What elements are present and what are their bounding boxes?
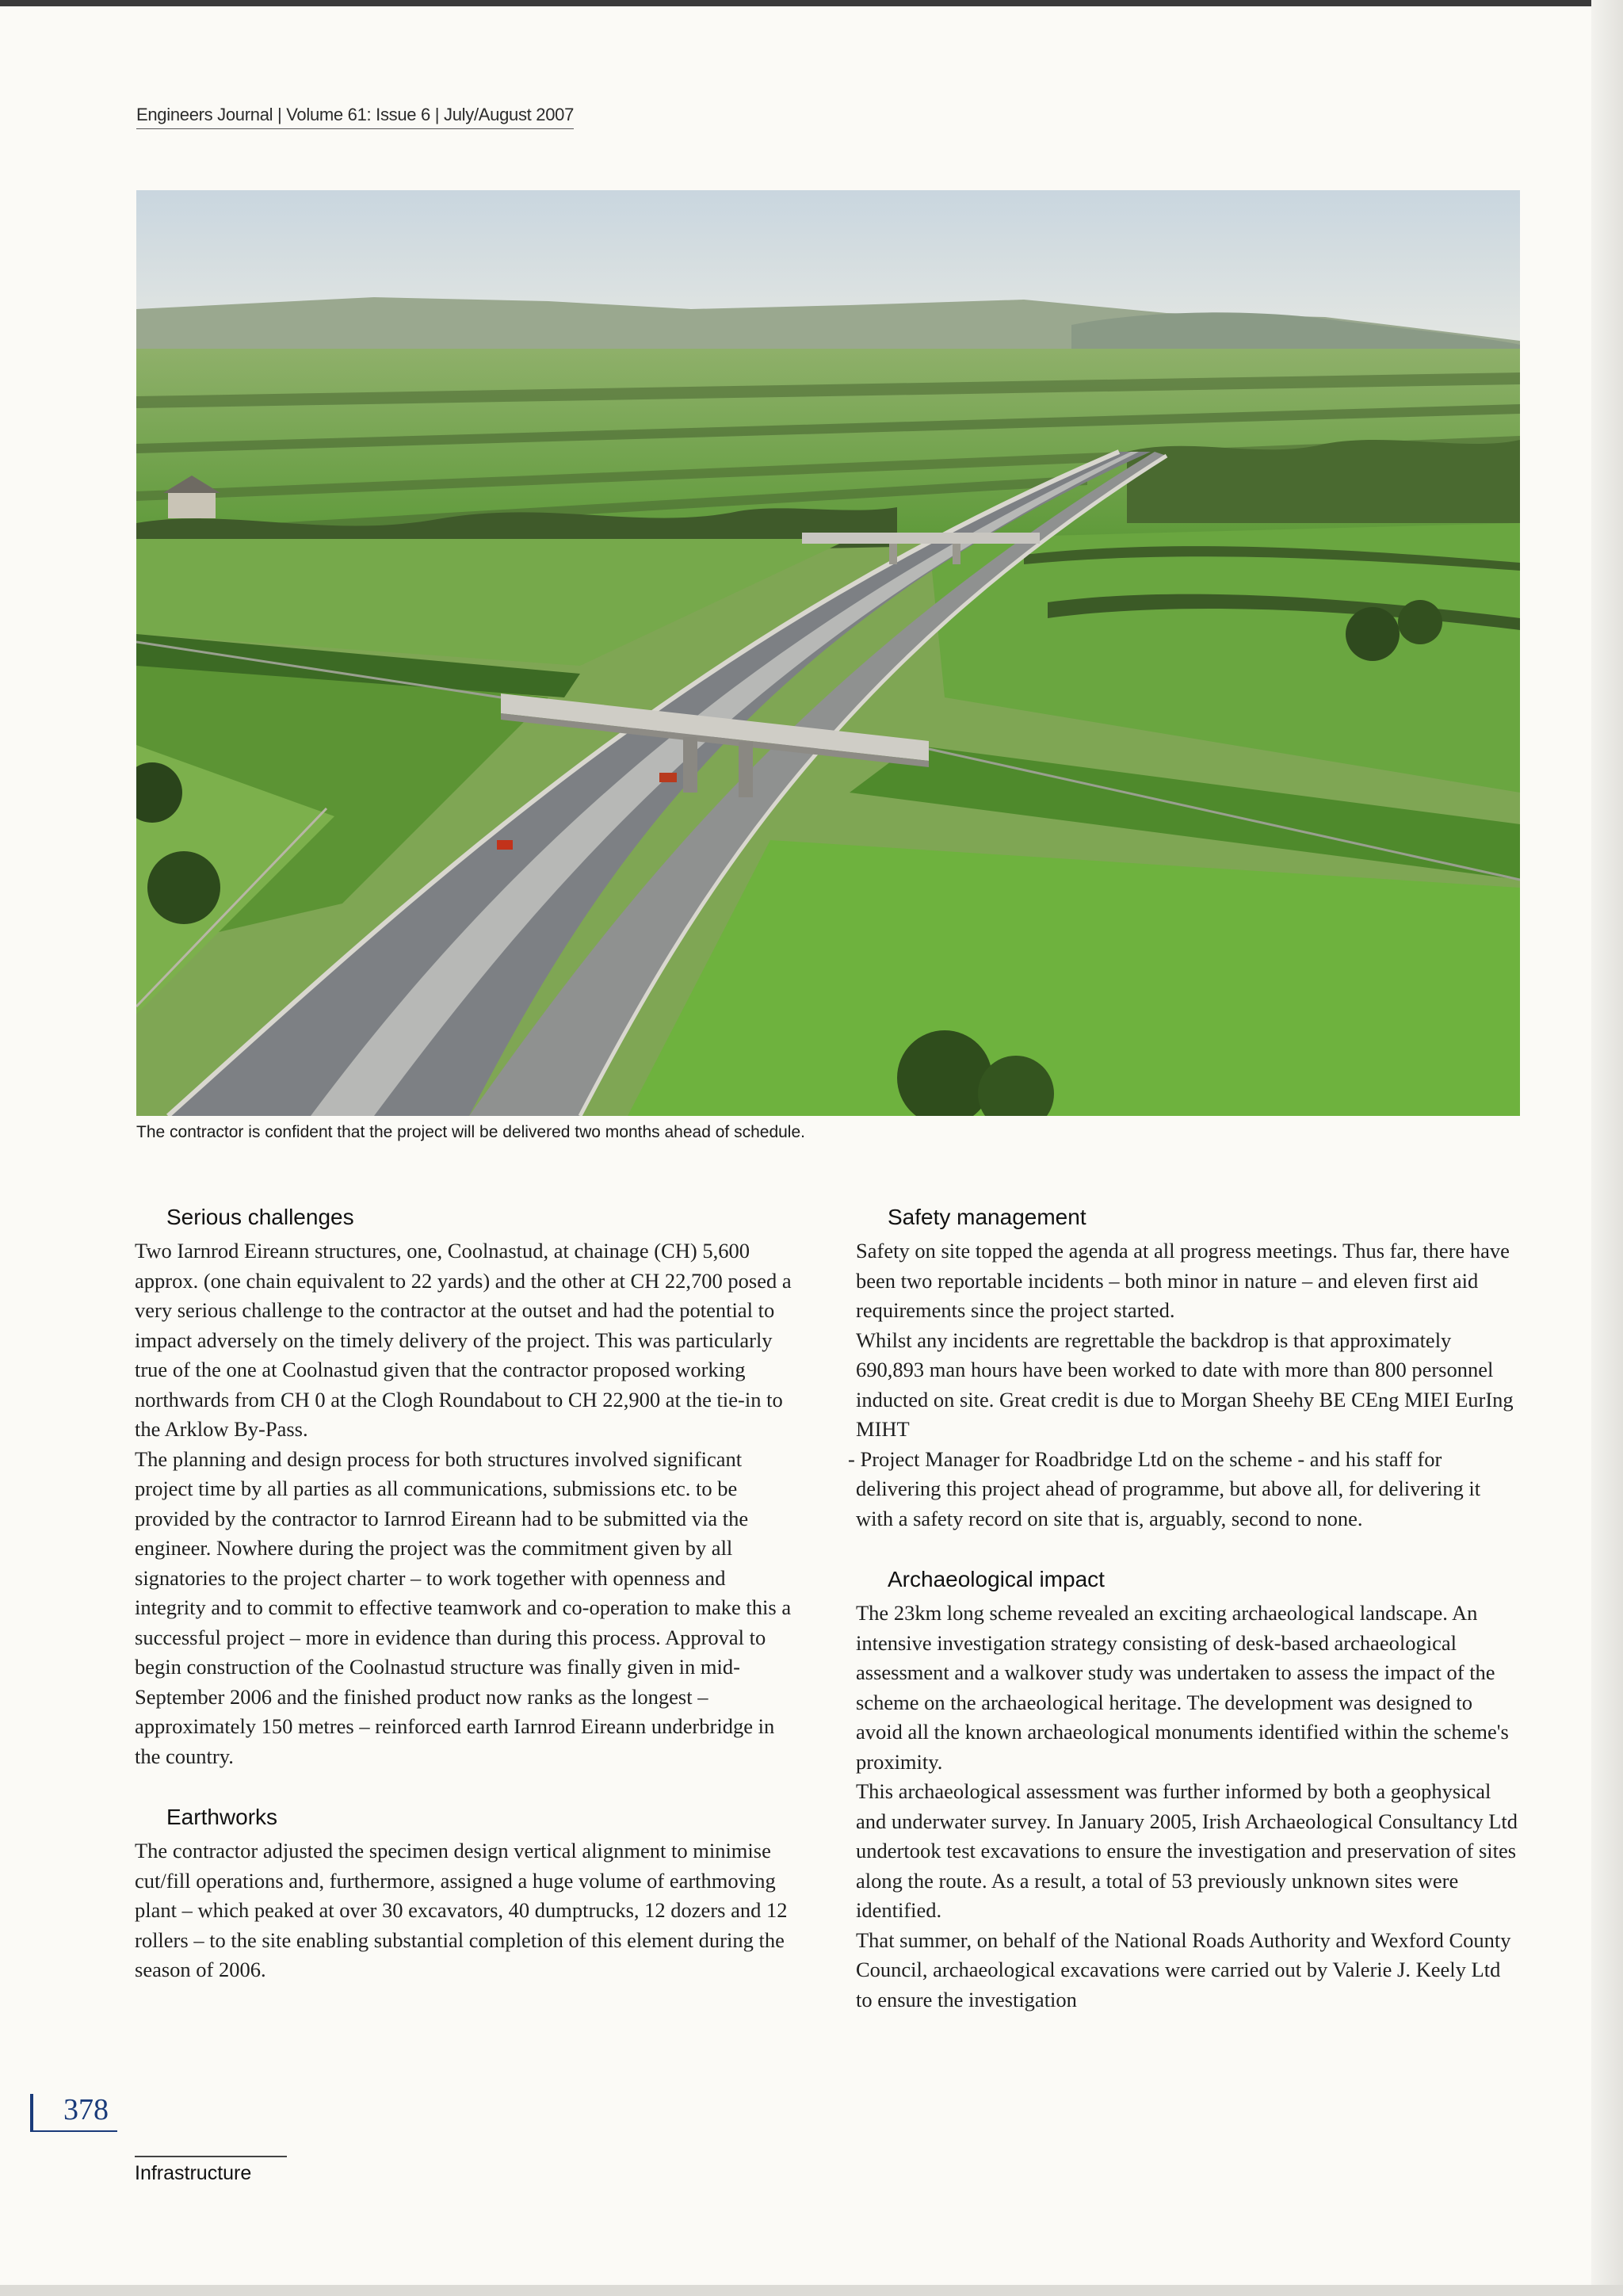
paragraph: The contractor adjusted the specimen design vertical alignment to minimise cut/fill operations and, furthermore, assigned a huge volume of earthmoving plant – which peaked at over 30 excavators, 40 dumptrucks, 12 dozers and 12 rollers – to the site enabling substantial completion of this element during the season of 2006.	[135, 1839, 788, 1981]
photo-caption: The contractor is confident that the project will be delivered two months ahead of schedule.	[136, 1123, 805, 1141]
page-number: 378	[63, 2093, 109, 2126]
paragraph: - Project Manager for Roadbridge Ltd on the scheme - and his staff for delivering this project ahead of programme, but above all, for delivering it with a safety record on site that is, arguably, second to none.	[848, 1446, 1481, 1530]
heading-archaeological-impact: Archaeological impact	[888, 1567, 1105, 1591]
heading-serious-challenges: Serious challenges	[166, 1205, 354, 1229]
page-number-rule	[30, 2094, 33, 2130]
paragraph: Whilst any incidents are regrettable the backdrop is that approximately 690,893 man hours have been worked to date with more than 800 personnel inducted on site. Great credit is due to Morgan Sheehy BE CEng MIEI EurIng MIHT	[856, 1328, 1514, 1441]
section-rule	[135, 2156, 287, 2157]
heading-earthworks: Earthworks	[166, 1805, 278, 1829]
right-column	[848, 1201, 1522, 2015]
page-top-edge	[0, 0, 1623, 6]
left-column	[135, 1201, 800, 1985]
page-bottom-edge	[0, 2285, 1623, 2296]
heading-safety-management: Safety management	[888, 1205, 1086, 1229]
page-right-edge	[1591, 0, 1623, 2296]
section-label: Infrastructure	[135, 2162, 252, 2184]
paragraph: Two Iarnrod Eireann structures, one, Coolnastud, at chainage (CH) 5,600 approx. (one chain equivalent to 22 yards) and the other at CH 22,700 posed a very serious challenge to the contractor at the outset and had the potential to impact adversely on the timely delivery of the project. This was particularly true of the one at Coolnastud given that the contractor proposed working northwards from CH 0 at the Clogh Roundabout to CH 22,900 at the tie-in to the Arklow By-Pass.	[135, 1239, 792, 1441]
running-head: Engineers Journal | Volume 61: Issue 6 | July/August 2007	[136, 105, 574, 129]
paragraph: The 23km long scheme revealed an exciting archaeological landscape. An intensive investigation strategy consisting of desk-based archaeological assessment and a walkover study was undertaken to assess the impact of the scheme on the archaeological heritage. The development was designed to avoid all the known archaeological monuments identified within the scheme's proximity.	[856, 1601, 1509, 1774]
paragraph: The planning and design process for both structures involved significant project time by all parties as all communications, submissions etc. to be provided by the contractor to Iarnrod Eireann had to be submitted via the engineer. Nowhere during the project was the commitment given by all signatories to the project charter – to work together with openness and integrity and to commit to effective teamwork and co-operation to make this a successful project – more in evidence than during this process. Approval to begin construction of the Coolnastud structure was finally given in mid-September 2006 and the finished product now ranks as the longest – approximately 150 metres – reinforced earth Iarnrod Eireann underbridge in the country.	[135, 1446, 792, 1768]
paragraph: That summer, on behalf of the National Roads Authority and Wexford County Council, archaeological excavations were carried out by Valerie J. Keely Ltd to ensure the investigation	[856, 1927, 1511, 2011]
paragraph: This archaeological assessment was further informed by both a geophysical and underwater survey. In January 2005, Irish Archaeological Consultancy Ltd undertook test excavations to ensure the investigation and preservation of sites along the route. As a result, a total of 53 previously unknown sites were identified.	[856, 1779, 1518, 1922]
page-number-underline	[30, 2130, 117, 2132]
motorway-aerial-photo	[136, 190, 1520, 1116]
paragraph: Safety on site topped the agenda at all progress meetings. Thus far, there have been two reportable incidents – both minor in nature – and eleven first aid requirements since the project started.	[856, 1239, 1510, 1322]
